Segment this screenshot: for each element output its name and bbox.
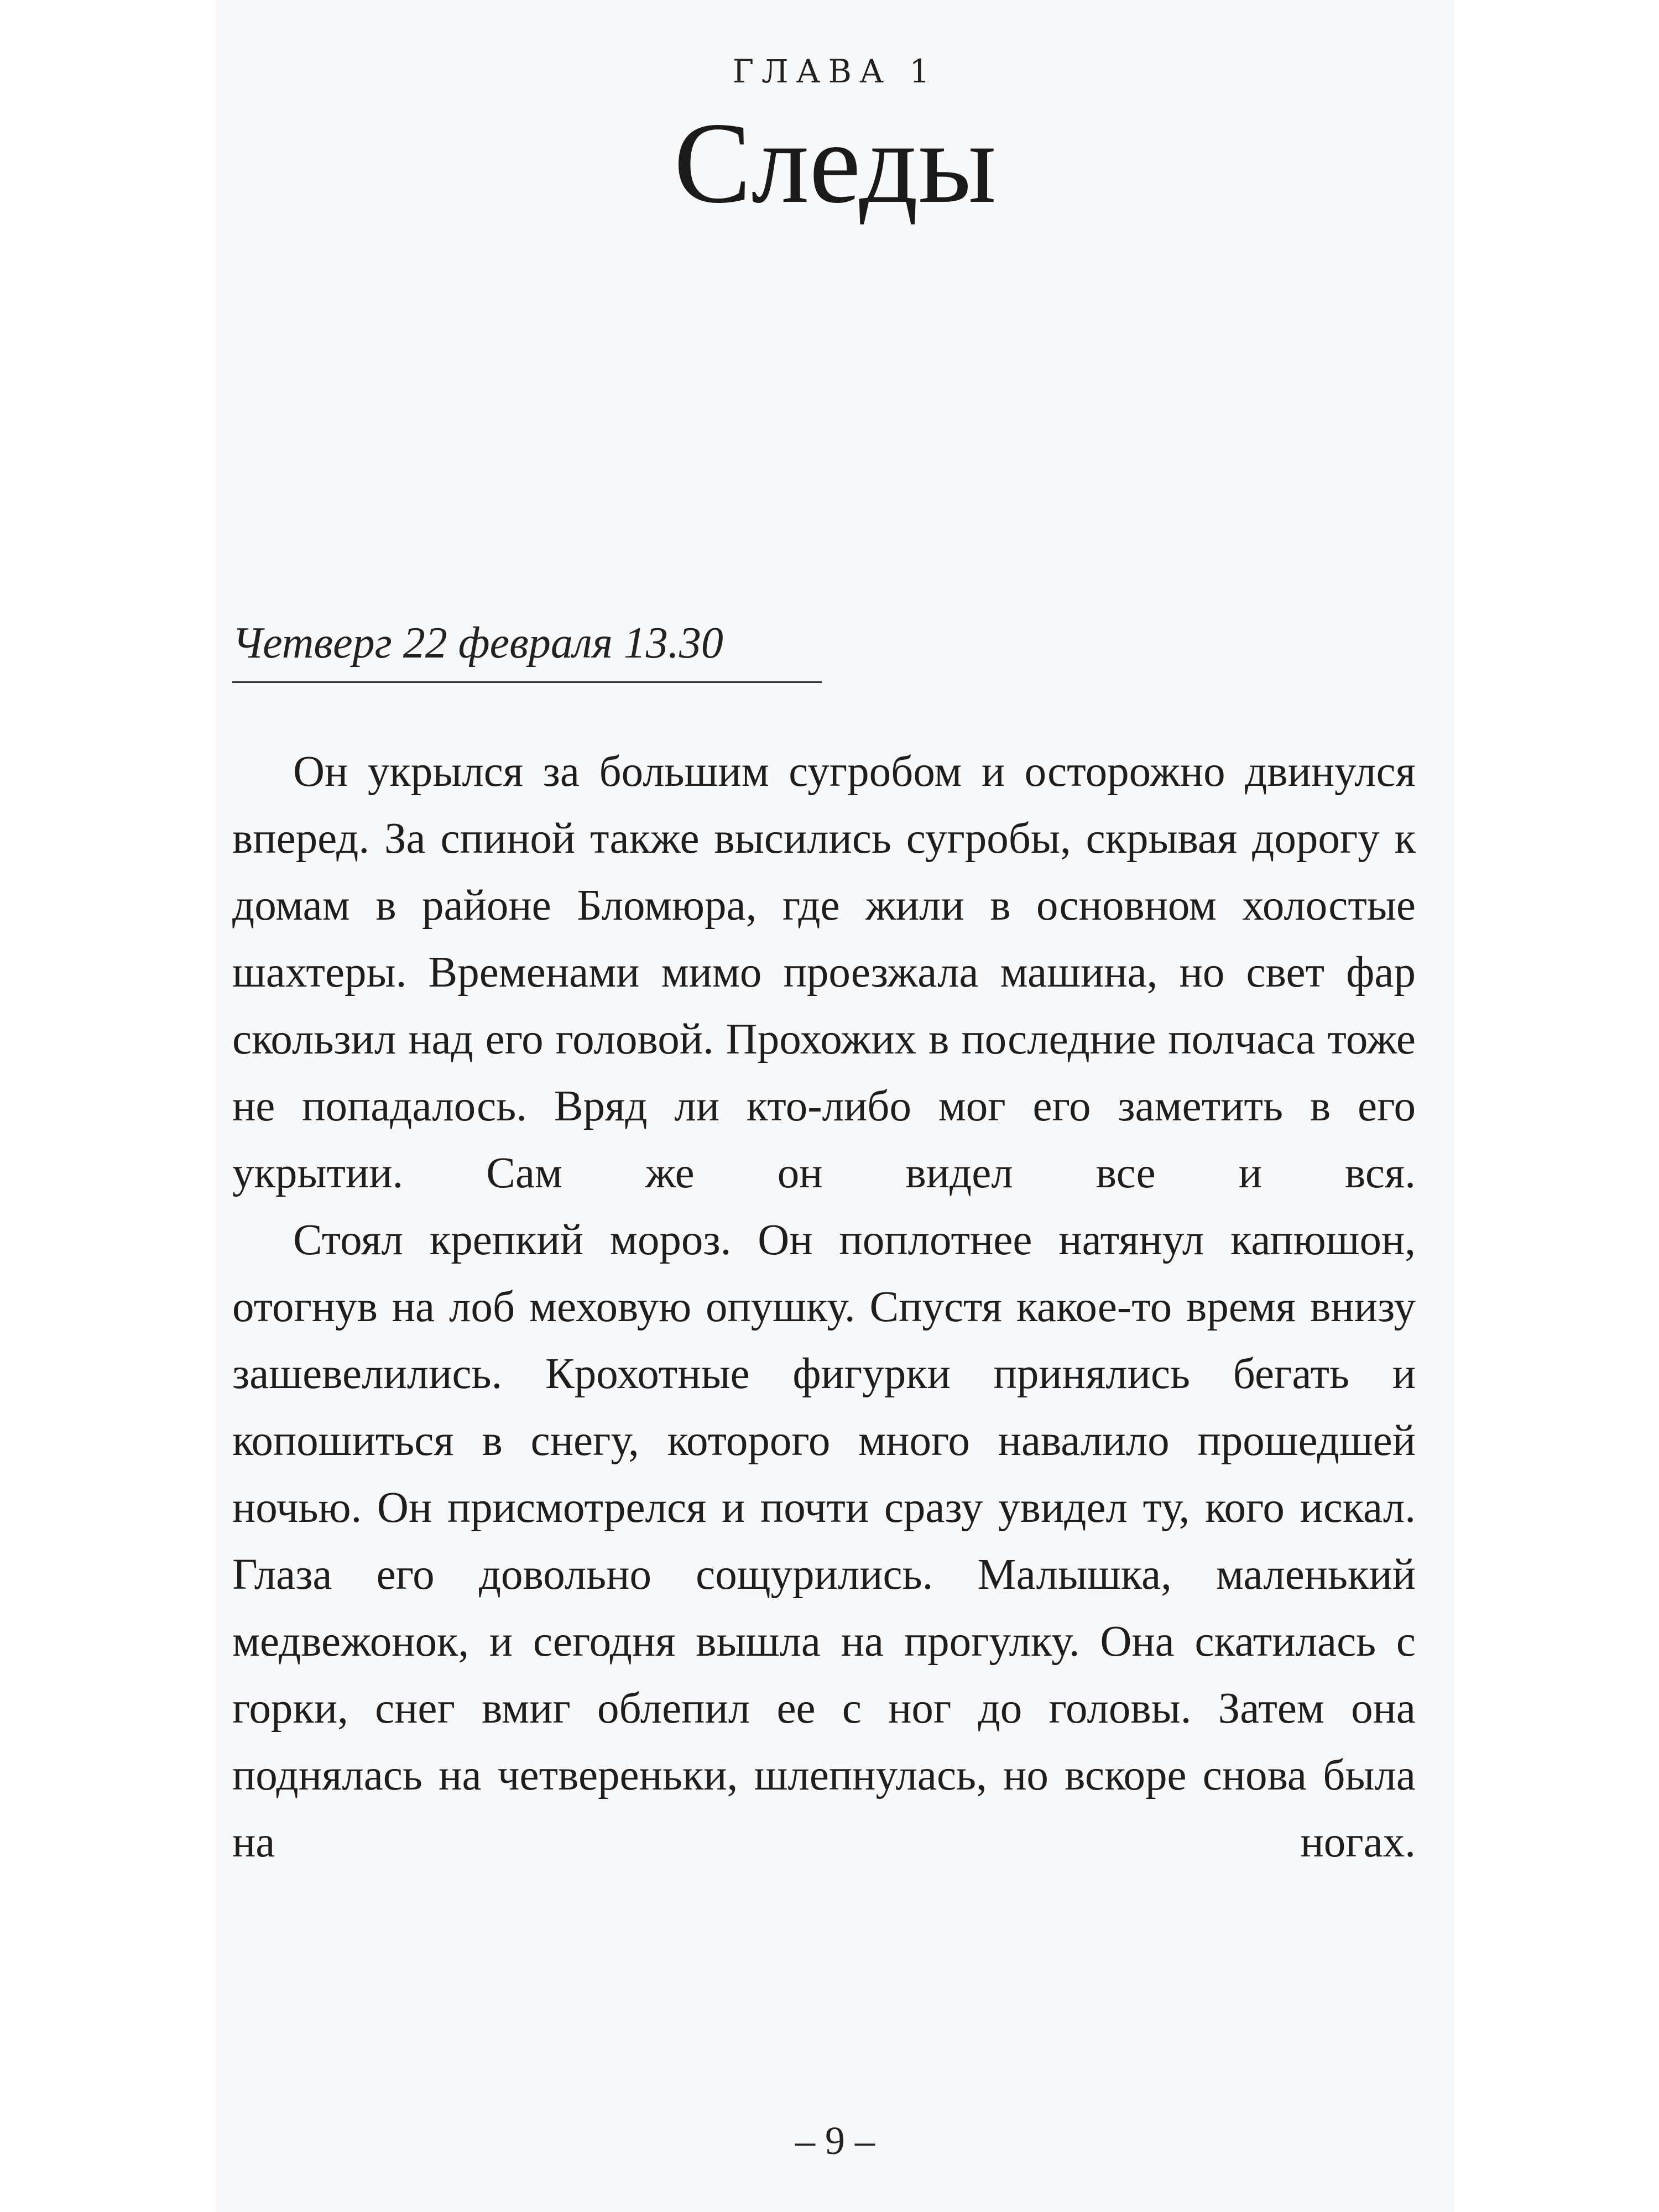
book-page: [216, 0, 1454, 2212]
paragraph: Он укрылся за большим сугробом и осторожно двинулся вперед. За спиной также высились сугробы, скрывая дорогу к домам в районе Бломюра, где жили в основном холостые шахтеры. Временами мимо проезжала машина, но свет фар скользил над его головой. Прохожих в последние полчаса тоже не попадалось. Вряд ли кто-либо мог его заметить в его укрытии. Сам же он видел все и вся.: [232, 748, 1416, 1197]
body-text: [232, 738, 1416, 1876]
left-margin: [0, 0, 216, 2212]
date-heading: Четверг 22 февраля 13.30: [232, 619, 723, 667]
page-number: – 9 –: [795, 2119, 875, 2163]
date-underline: [232, 681, 822, 683]
paragraph: Стоял крепкий мороз. Он поплотнее натянул капюшон, отогнув на лоб меховую опушку. Спустя какое-то время внизу зашевелились. Крохотные фигурки принялись бегать и копошиться в снегу, которого много навалило прошедшей ночью. Он присмотрелся и почти сразу увидел ту, кого искал. Глаза его довольно сощурились. Малышка, маленький медвежонок, и сегодня вышла на прогулку. Она скатилась с горки, снег вмиг облепил ее с ног до головы. Затем она поднялась на четвереньки, шлепнулась, но вскоре снова была на ногах.: [232, 1216, 1416, 1866]
chapter-label: ГЛАВА 1: [732, 53, 938, 90]
right-margin: [1443, 0, 1659, 2212]
chapter-title: Следы: [674, 99, 997, 227]
